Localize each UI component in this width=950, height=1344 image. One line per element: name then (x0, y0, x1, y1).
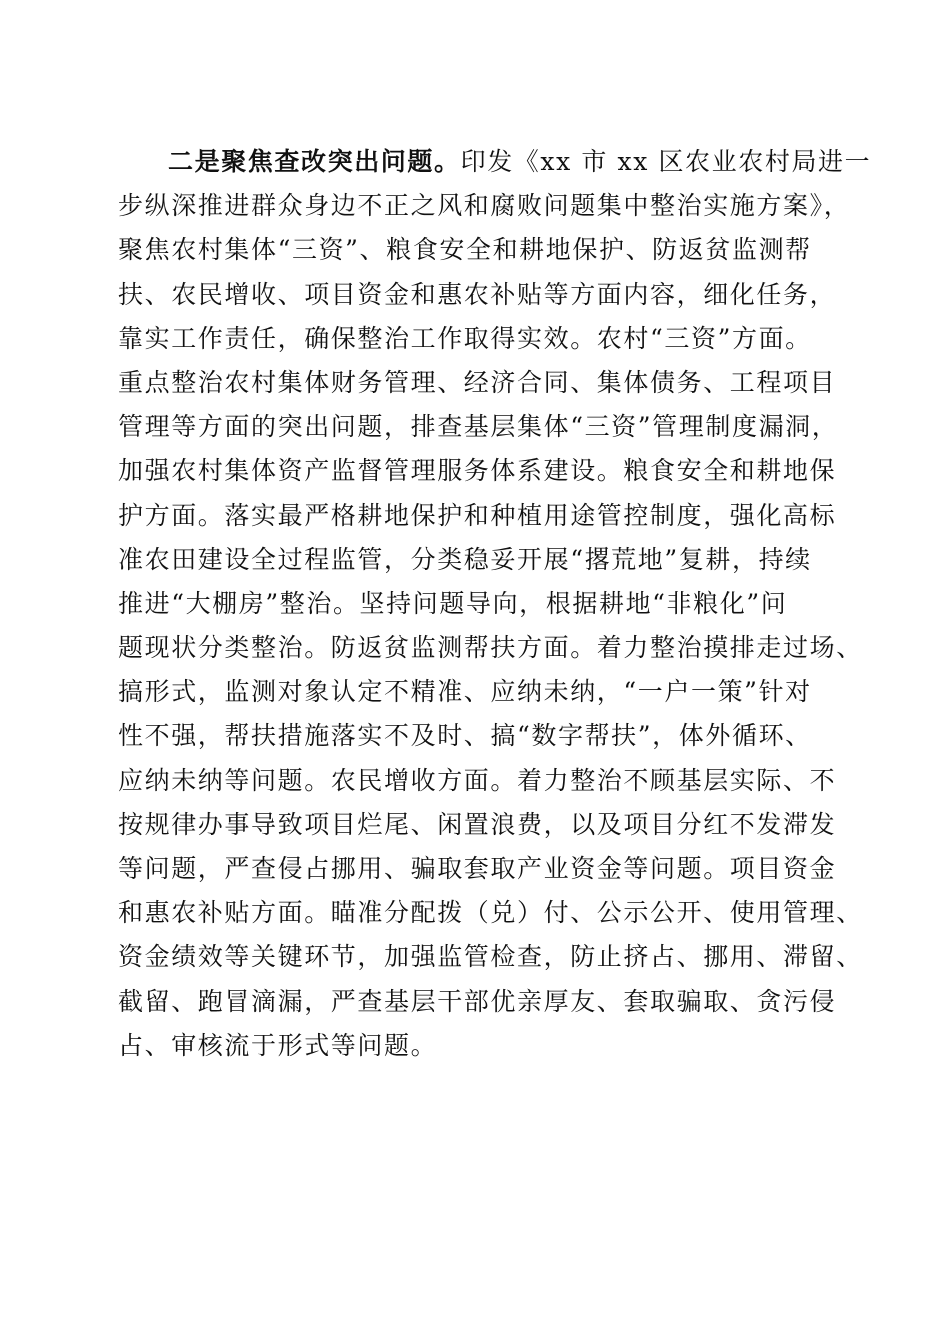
paragraph-line-19: 资金绩效等关键环节，加强监管检查，防止挤占、挪用、滞留、 (118, 942, 863, 972)
paragraph-line-1 (118, 140, 872, 184)
paragraph-line-10: 准农田建设全过程监管，分类稳妥开展“撂荒地”复耕，持续 (118, 544, 812, 574)
paragraph-line-15: 应纳未纳等问题。农民增收方面。着力整治不顾基层实际、不 (118, 765, 837, 795)
paragraph-line-6: 重点整治农村集体财务管理、经济合同、集体债务、工程项目 (118, 367, 837, 397)
paragraph-line-3: 聚焦农村集体“三资”、粮食安全和耕地保护、防返贫监测帮 (118, 235, 812, 265)
paragraph-line-16: 按规律办事导致项目烂尾、闲置浪费，以及项目分红不发滞发 (118, 809, 837, 839)
paragraph-line-12: 题现状分类整治。防返贫监测帮扶方面。着力整治摸排走过场、 (118, 633, 863, 663)
paragraph-line-18: 和惠农补贴方面。瞄准分配拨（兑）付、公示公开、使用管理、 (118, 898, 863, 928)
paragraph-line-17: 等问题，严查侵占挪用、骗取套取产业资金等问题。项目资金 (118, 854, 837, 883)
body-paragraph (118, 140, 872, 1068)
paragraph-line-text: 印发《xx 市 xx 区农业农村局进一 (460, 147, 872, 176)
paragraph-line-7: 管理等方面的突出问题，排查基层集体“三资”管理制度漏洞， (118, 412, 839, 442)
paragraph-line-5: 靠实工作责任，确保整治工作取得实效。农村“三资”方面。 (118, 323, 812, 353)
paragraph-line-13: 搞形式，监测对象认定不精准、应纳未纳，“一户一策”针对 (118, 677, 812, 707)
paragraph-line-14: 性不强，帮扶措施落实不及时、搞“数字帮扶”，体外循环、 (118, 721, 812, 751)
paragraph-line-2: 步纵深推进群众身边不正之风和腐败问题集中整治实施方案》， (118, 191, 851, 221)
paragraph-line-20: 截留、跑冒滴漏，严查基层干部优亲厚友、套取骗取、贪污侵 (118, 986, 837, 1016)
paragraph-line-4: 扶、农民增收、项目资金和惠农补贴等方面内容，细化任务， (118, 279, 837, 309)
paragraph-line-8: 加强农村集体资产监督管理服务体系建设。粮食安全和耕地保 (118, 456, 837, 486)
paragraph-line-21: 占、审核流于形式等问题。 (118, 1030, 438, 1060)
paragraph-lead-heading: 二是聚焦查改突出问题。 (168, 147, 461, 176)
paragraph-line-11: 推进“大棚房”整治。坚持问题导向，根据耕地“非粮化”问 (118, 588, 788, 618)
paragraph-line-9: 护方面。落实最严格耕地保护和种植用途管控制度，强化高标 (118, 500, 837, 530)
